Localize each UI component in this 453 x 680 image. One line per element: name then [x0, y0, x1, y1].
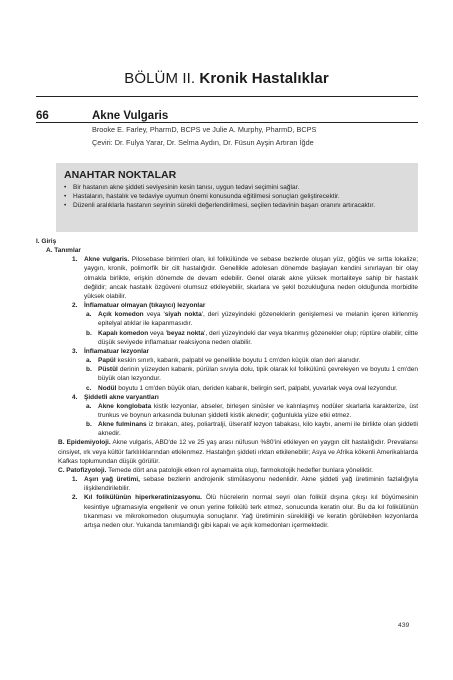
subsection-c-head: C. Patofizyoloji.	[58, 466, 107, 474]
item-2: 2. İnflamatuar olmayan (tıkayıcı) lezyonlar	[72, 302, 206, 310]
subsection-c-text: Temede dört ana patolojik etken rol aynamakta olup, farmokolojik hedefler bunlara yöneliktir.	[106, 466, 373, 474]
divider-top	[36, 96, 418, 97]
item-3a-text: keskin sınırlı, kabarık, palpabl ve genellikle boyutu 1 cm'den küçük olan deri alanıdır.	[115, 357, 361, 365]
item-c1: 1. Aşırı yağ üretimi, sebase bezlerin androjenik stimülasyonu nedenlidir. Akne şiddeti yağ üretiminin fazlalığıyla ilişkilendirilebilir.	[72, 476, 418, 493]
item-c1-text: sebase bezlerin androjenik stimülasyonu nedenlidir. Akne şiddeti yağ üretiminin fazlalığıyla ilişkilendirilebilir.	[84, 476, 418, 493]
subsection-c	[36, 466, 418, 475]
section-heading-1: I. Giriş	[36, 238, 57, 245]
translators-line: Çeviri: Dr. Fulya Yarar, Dr. Selma Aydın, Dr. Füsun Ayşin Artıran İğde	[92, 137, 314, 147]
subsection-heading-a: A. Tanımlar	[46, 247, 81, 255]
item-2a-mid: veya '	[143, 311, 165, 319]
item-2b-mid: veya '	[148, 329, 167, 337]
key-points-title: ANAHTAR NOKTALAR	[64, 169, 177, 181]
item-2b-head: Kapalı komedon	[98, 329, 149, 337]
item-c2-head: Kıl folikülünün hiperkeratinizasyonu.	[84, 494, 202, 502]
item-4: 4. Şiddetli akne varyantları	[72, 393, 159, 401]
key-point-item: • Hastaların, hastalık ve tedaviye uyumun önemi konusunda eğitilmesi sonuçları geliştirecektir.	[64, 192, 412, 201]
item-4b: b. Akne fulminans iz bırakan, ateş, poliartralji, ülseratif lezyon tabakası, kilo kaybı, anemi ile birlikte olan şiddetli aknedir.	[86, 421, 418, 438]
subsection-b-text: Akne vulgaris, ABD'de 12 ve 25 yaş arası nüfusun %80'ini etkileyen en yaygın cilt hastalığıdır. Prevalansı cinsiyet, ırk veya kültür farklılıklarından etkilenmez. Hastalığın şiddeti ırktan etkilenebilir; Asya ve Afrika kökenli Amerikalılarda Kafkas toplumundan düşük görülür.	[58, 439, 418, 465]
item-4a-head: Akne konglobata	[98, 402, 152, 410]
item-3c-head: Nodül	[98, 384, 117, 392]
item-3b: b. Püstül derinin yüzeyden kabarık, pürülan sıvıyla dolu, tipik olarak kıl folikülünü çevreleyen ve boyutu 1 cm'den büyük olan lezyondur.	[86, 366, 418, 383]
item-2a-head: Açık komedon	[98, 311, 144, 319]
chapter-title: Akne Vulgaris	[92, 110, 169, 122]
item-1: 1. Akne vulgaris. Pilosebase birimleri olan, kıl folikülünde ve sebase bezlerde oluşan yüz, göğüs ve sırtta lokalize; yaygın, kronik, polimorfik bir cilt hastalığıdır. Genellikle adolesan dönemde başlayan kendini sınırlayan bir olay olmakla birlikte, erişkin dönemde de devam edebilir. Genel olarak akne yüksek mortaliteye sahip bir hastalık değildir; ancak hastalık özgüveni olumsuz etkileyebilir, skarlara ve şekil bozukluğuna neden olduğunda morbidite yüksek olabilir.	[72, 256, 418, 300]
page-number: 439	[398, 622, 410, 629]
item-4-head: Şiddetli akne varyantları	[84, 393, 159, 401]
item-3-head: İnflamatuar lezyonlar	[84, 347, 150, 355]
item-2-head: İnflamatuar olmayan (tıkayıcı) lezyonlar	[84, 302, 206, 310]
key-point-item: • Bir hastanın akne şiddeti seviyesinin kesin tanısı, uygun tedavi seçimini sağlar.	[64, 183, 412, 192]
item-3a-head: Papül	[98, 357, 116, 365]
part-title	[0, 70, 453, 87]
item-c1-head: Aşırı yağ üretimi,	[84, 476, 140, 484]
subsection-b-head: B. Epidemiyoloji.	[58, 439, 111, 447]
item-1-head: Akne vulgaris.	[84, 256, 130, 264]
item-3b-text: derinin yüzeyden kabarık, pürülan sıvıyla dolu, tipik olarak kıl folikülünü çevreleyen ve boyutu 1 cm'den büyük olan lezyondur.	[98, 366, 418, 383]
item-2b-quote: beyaz nokta	[166, 329, 205, 337]
item-4a: a. Akne konglobata kistik lezyonlar, abseler, birleşen sinüsler ve kalınlaşmış nodüler skarlarla karakterize, üst trunkus ve boynun arkasında bulunan şiddetli kistik aknedir; çoğunlukla yüze etki etmez.	[86, 402, 418, 419]
part-prefix: BÖLÜM II.	[124, 70, 196, 87]
item-3b-head: Püstül	[98, 366, 118, 374]
item-3c: c. Nodül boyutu 1 cm'den büyük olan, deriden kabarık, belirgin sert, palpabl, yuvarlak veya oval lezyondur.	[86, 384, 398, 392]
item-2b-text: ', deri yüzeyindeki dar veya tıkanmış gözenekler olup; rüptüre olabilir, ciltte düşük seviyede inflamatuar reaksiyona neden olabilir.	[98, 329, 418, 346]
item-1-text: Pilosebase birimleri olan, kıl folikülünde ve sebase bezlerde oluşan yüz, göğüs ve sırtta lokalize; yaygın, kronik, polimorfik bir cilt hastalığıdır. Genellikle adolesan dönemde başlayan kendini sınırlayan bir olay olmakla birlikte, erişkin dönemde de devam edebilir. Genel olarak akne yüksek mortaliteye sahip bir hastalık değildir; ancak hastalık özgüveni olumsuz etkileyebilir, skarlara ve şekil bozukluğuna neden olduğunda morbidite yüksek olabilir.	[84, 256, 418, 300]
item-4b-head: Akne fulminans	[98, 421, 147, 429]
item-2b: b. Kapalı komedon veya 'beyaz nokta', deri yüzeyindeki dar veya tıkanmış gözenekler olup; rüptüre olabilir, ciltte düşük seviyede inflamatuar reaksiyona neden olabilir.	[86, 329, 418, 346]
body-text	[36, 237, 418, 530]
key-point-item: • Düzenli aralıklarla hastanın seyrinin sürekli değerlendirilmesi, seçilen tedavinin başarı oranını artıracaktır.	[64, 201, 412, 210]
item-3: 3. İnflamatuar lezyonlar	[72, 347, 150, 355]
item-c2: 2. Kıl folikülünün hiperkeratinizasyonu. Ölü hücrelerin normal seyri olan folikül dışına çıkışı kıl büyümesinin kesintiye uğramasıyla engellenir ve onun yerine folikülü terk etmez, sonucunda keratin olur. Bu da kıl folikülünün tıkanması ve mikrokomedon oluşumuyla sonuçlanır. Yağ üretiminin sürekliliği ve keratin görülebilen lezyonlarda artışa neden olur. Yukarıda tanımlandığı gibi kapalı ve açık komedonları içermektedir.	[72, 494, 418, 529]
item-c2-text: Ölü hücrelerin normal seyri olan folikül dışına çıkışı kıl büyümesinin kesintiye uğramasıyla engellenir ve onun yerine folikülü terk etmez, sonucunda keratin olur. Bu da kıl folikülünün tıkanması ve mikrokomedon oluşumuyla sonuçlanır. Yağ üretiminin sürekliliği ve keratin görülebilen lezyonlarda artışa neden olur. Yukarıda tanımlandığı gibi kapalı ve açık komedonları içermektedir.	[84, 494, 418, 529]
part-name: Kronik Hastalıklar	[199, 70, 329, 87]
item-2a: a. Açık komedon veya 'siyah nokta', deri yüzeyindeki gözeneklerin genişlemesi ve melanin içeren kirlenmiş epitelyal atıklar ile kapanmasıdır.	[86, 311, 419, 328]
item-3c-text: boyutu 1 cm'den büyük olan, deriden kabarık, belirgin sert, palpabl, yuvarlak veya oval lezyondur.	[116, 384, 398, 392]
item-4a-text: kistik lezyonlar, abseler, birleşen sinüsler ve kalınlaşmış nodüler skarlarla karakterize, üst trunkus ve boynun arkasında bulunan şiddetli kistik aknedir; çoğunlukla yüze etki etmez.	[98, 402, 418, 419]
item-3a: a. Papül keskin sınırlı, kabarık, palpabl ve genellikle boyutu 1 cm'den küçük olan deri alanıdır.	[86, 357, 361, 365]
item-2a-text: ', deri yüzeyindeki gözeneklerin genişlemesi ve melanin içeren kirlenmiş epitelyal atıklar ile kapanmasıdır.	[98, 311, 419, 328]
chapter-number: 66	[36, 110, 49, 122]
key-points-list	[64, 183, 412, 211]
subsection-b	[36, 438, 418, 465]
item-2a-quote: siyah nokta	[164, 311, 202, 319]
divider-chapter	[36, 122, 418, 123]
item-4b-text: iz bırakan, ateş, poliartralji, ülseratif lezyon tabakası, kilo kaybı, anemi ile birlikte olan şiddetli aknedir.	[98, 421, 418, 438]
authors	[92, 124, 316, 149]
authors-line: Brooke E. Farley, PharmD, BCPS ve Julie A. Murphy, PharmD, BCPS	[92, 125, 317, 134]
